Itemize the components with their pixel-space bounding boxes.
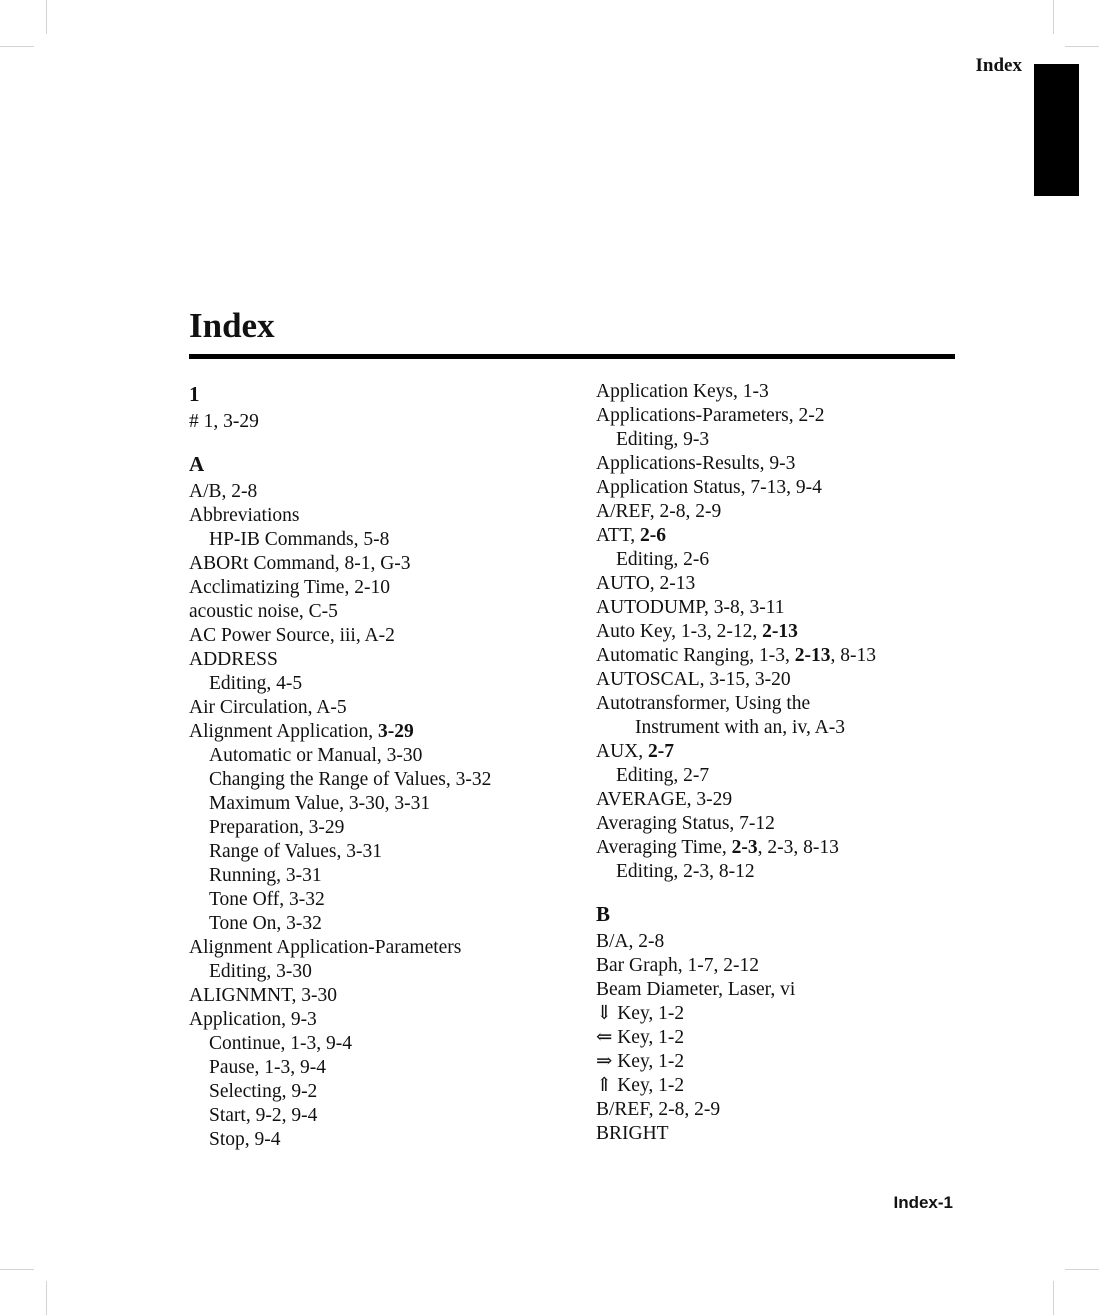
entry-text: Editing, 9-3 — [616, 429, 710, 450]
entry-text: Running, 3-31 — [209, 865, 322, 886]
index-entry — [189, 600, 569, 624]
entry-text: AUTOSCAL, 3-15, 3-20 — [596, 669, 791, 690]
index-entry — [189, 504, 569, 528]
entry-text: ADDRESS — [189, 649, 278, 670]
entry-text: Application, 9-3 — [189, 1009, 317, 1030]
index-entry — [596, 596, 976, 620]
entry-text: acoustic noise, C-5 — [189, 601, 338, 622]
index-entry — [596, 620, 976, 644]
entry-text: Autotransformer, Using the — [596, 693, 811, 714]
index-subentry — [189, 888, 569, 912]
entry-text: B/REF, 2-8, 2-9 — [596, 1099, 721, 1120]
entry-text: Auto Key, 1-3, 2-12, — [596, 621, 763, 642]
entry-text: Range of Values, 3-31 — [209, 841, 382, 862]
index-entry — [596, 954, 976, 978]
entry-text: AC Power Source, iii, A-2 — [189, 625, 395, 646]
thumb-tab — [1034, 64, 1079, 196]
index-subentry — [189, 768, 569, 792]
index-entry — [189, 720, 569, 744]
entry-text: AUTO, 2-13 — [596, 573, 696, 594]
entry-text: A/B, 2-8 — [189, 481, 258, 502]
index-subentry — [189, 528, 569, 552]
entry-text: Bar Graph, 1-7, 2-12 — [596, 955, 759, 976]
index-letter-heading: 1 — [189, 382, 200, 406]
entry-text: Stop, 9-4 — [209, 1129, 281, 1150]
index-subentry — [596, 860, 976, 884]
index-column-right — [596, 380, 976, 1146]
entry-text: ALIGNMNT, 3-30 — [189, 985, 338, 1006]
index-entry — [596, 1122, 976, 1146]
entry-text: B/A, 2-8 — [596, 931, 665, 952]
index-entry — [189, 1008, 569, 1032]
primary-page-ref: 3-29 — [378, 721, 414, 742]
index-entry — [596, 788, 976, 812]
index-entry — [189, 552, 569, 576]
index-entry — [596, 644, 976, 668]
index-entry — [596, 930, 976, 954]
index-subentry — [596, 548, 976, 572]
entry-text: Automatic or Manual, 3-30 — [209, 745, 423, 766]
entry-text: Tone On, 3-32 — [209, 913, 322, 934]
index-subentry — [189, 792, 569, 816]
primary-page-ref: 2-13 — [762, 621, 798, 642]
crop-mark — [1065, 46, 1099, 47]
index-entry — [596, 978, 976, 1002]
entry-text: Averaging Time, — [596, 837, 732, 858]
index-subentry — [596, 764, 976, 788]
entry-text: Changing the Range of Values, 3-32 — [209, 769, 492, 790]
index-entry — [596, 1002, 976, 1026]
index-entry — [189, 984, 569, 1008]
index-subentry — [189, 1080, 569, 1104]
entry-text: , 2-3, 8-13 — [757, 837, 839, 858]
entry-text: Alignment Application, — [189, 721, 379, 742]
index-entry — [596, 452, 976, 476]
index-subentry — [189, 816, 569, 840]
entry-text: # 1, 3-29 — [189, 411, 259, 432]
index-subentry — [189, 840, 569, 864]
entry-text: Editing, 2-3, 8-12 — [616, 861, 755, 882]
entry-text: Continue, 1-3, 9-4 — [209, 1033, 352, 1054]
entry-text: A/REF, 2-8, 2-9 — [596, 501, 722, 522]
crop-mark — [46, 1281, 47, 1315]
running-head: Index — [975, 55, 1022, 76]
entry-text: AVERAGE, 3-29 — [596, 789, 733, 810]
index-entry — [189, 936, 569, 960]
index-entry — [596, 524, 976, 548]
entry-text: Beam Diameter, Laser, vi — [596, 979, 796, 1000]
index-entry — [189, 648, 569, 672]
entry-text: BRIGHT — [596, 1123, 669, 1144]
entry-text: Selecting, 9-2 — [209, 1081, 318, 1102]
entry-text: Editing, 2-6 — [616, 549, 710, 570]
entry-text: Averaging Status, 7-12 — [596, 813, 775, 834]
primary-page-ref: 2-3 — [731, 837, 758, 858]
index-letter-heading: A — [189, 452, 205, 476]
page-number: Index-1 — [893, 1193, 953, 1212]
primary-page-ref: 2-7 — [648, 741, 674, 762]
index-entry — [596, 404, 976, 428]
index-entry — [596, 572, 976, 596]
entry-text: Alignment Application-Parameters — [189, 937, 462, 958]
entry-text: ⇐ Key, 1-2 — [596, 1027, 685, 1048]
crop-mark — [1053, 1281, 1054, 1315]
entry-text: Applications-Results, 9-3 — [596, 453, 796, 474]
entry-text: ABORt Command, 8-1, G-3 — [189, 553, 411, 574]
entry-text: Start, 9-2, 9-4 — [209, 1105, 318, 1126]
index-column-left — [189, 380, 569, 1152]
index-entry — [596, 692, 976, 716]
index-subentry — [596, 428, 976, 452]
entry-text: Acclimatizing Time, 2-10 — [189, 577, 390, 598]
index-entry — [596, 380, 976, 404]
page-title: Index — [189, 306, 275, 345]
index-entry — [189, 624, 569, 648]
entry-text: AUTODUMP, 3-8, 3-11 — [596, 597, 785, 618]
index-entry — [596, 500, 976, 524]
index-entry — [596, 668, 976, 692]
entry-text: Automatic Ranging, 1-3, — [596, 645, 795, 666]
title-rule — [189, 354, 955, 359]
index-entry — [596, 1026, 976, 1050]
index-subentry — [189, 912, 569, 936]
entry-text: Editing, 2-7 — [616, 765, 710, 786]
entry-text: Editing, 3-30 — [209, 961, 312, 982]
index-entry — [189, 576, 569, 600]
index-subentry — [189, 744, 569, 768]
index-subentry — [189, 960, 569, 984]
primary-page-ref: 2-13 — [794, 645, 831, 666]
entry-text: ⇑ Key, 1-2 — [596, 1075, 685, 1096]
crop-mark — [0, 1269, 34, 1270]
index-entry — [596, 812, 976, 836]
index-entry — [596, 1074, 976, 1098]
index-entry — [596, 476, 976, 500]
index-subentry — [189, 864, 569, 888]
entry-text: Tone Off, 3-32 — [209, 889, 325, 910]
crop-mark — [0, 46, 34, 47]
entry-text: Application Status, 7-13, 9-4 — [596, 477, 822, 498]
index-entry — [596, 1098, 976, 1122]
index-entry — [189, 410, 569, 434]
entry-text: Abbreviations — [189, 505, 300, 526]
index-subentry — [189, 1128, 569, 1152]
index-entry — [596, 1050, 976, 1074]
index-subentry — [189, 1032, 569, 1056]
primary-page-ref: 2-6 — [640, 525, 667, 546]
index-subentry — [189, 1056, 569, 1080]
entry-text: Applications-Parameters, 2-2 — [596, 405, 825, 426]
index-letter-heading: B — [596, 902, 611, 926]
entry-text: Air Circulation, A-5 — [189, 697, 347, 718]
crop-mark — [46, 0, 47, 34]
entry-text: Instrument with an, iv, A-3 — [635, 717, 845, 738]
entry-text: Pause, 1-3, 9-4 — [209, 1057, 326, 1078]
index-entry — [596, 716, 976, 740]
entry-text: , 8-13 — [830, 645, 877, 666]
entry-text: ATT, — [596, 525, 641, 546]
entry-text: ⇓ Key, 1-2 — [596, 1003, 685, 1024]
entry-text: AUX, — [596, 741, 648, 762]
crop-mark — [1065, 1269, 1099, 1270]
index-entry — [596, 740, 976, 764]
index-entry — [189, 696, 569, 720]
entry-text: Application Keys, 1-3 — [596, 381, 769, 402]
entry-text: HP-IB Commands, 5-8 — [209, 529, 390, 550]
index-entry — [189, 480, 569, 504]
entry-text: Maximum Value, 3-30, 3-31 — [209, 793, 431, 814]
entry-text: Editing, 4-5 — [209, 673, 303, 694]
index-subentry — [189, 672, 569, 696]
entry-text: ⇒ Key, 1-2 — [596, 1051, 685, 1072]
index-subentry — [189, 1104, 569, 1128]
entry-text: Preparation, 3-29 — [209, 817, 345, 838]
index-entry — [596, 836, 976, 860]
crop-mark — [1053, 0, 1054, 34]
